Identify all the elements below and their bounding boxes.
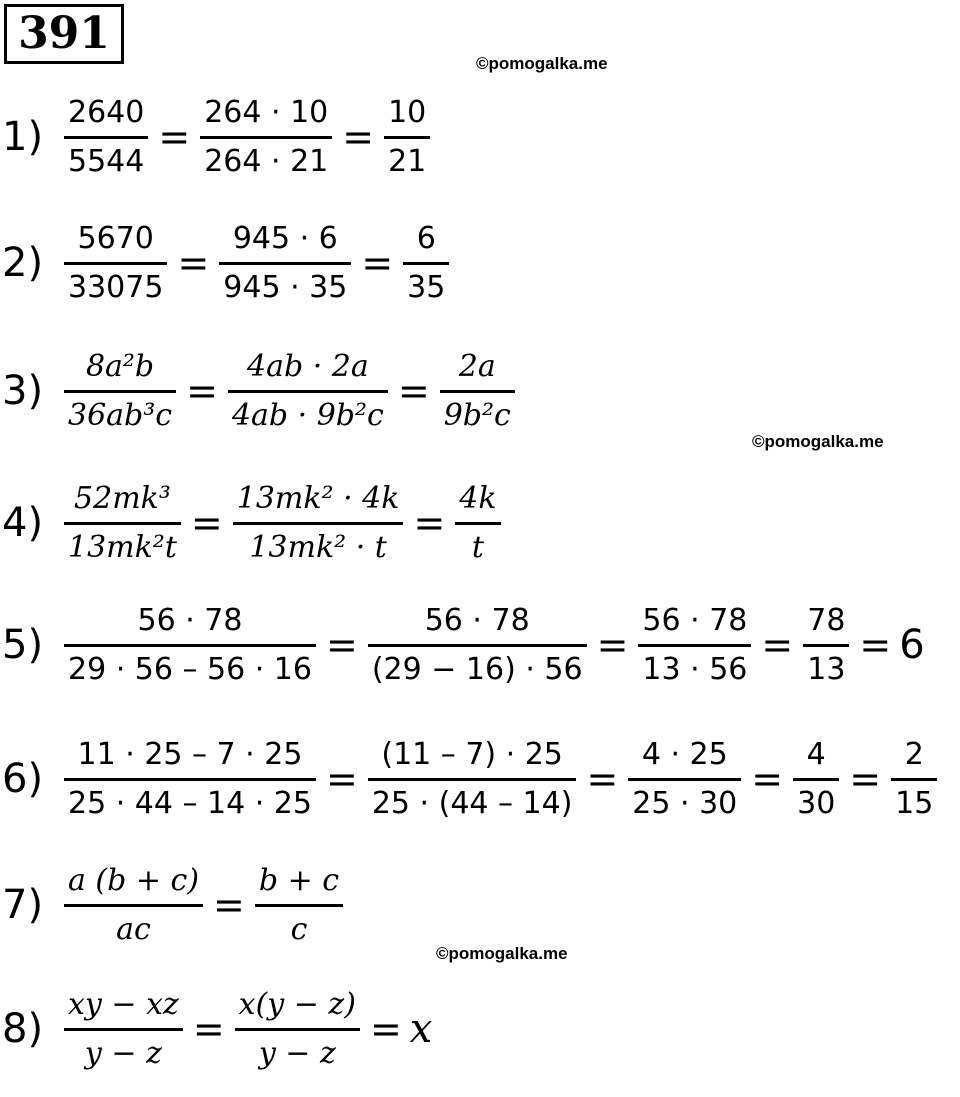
- fraction: [638, 598, 751, 693]
- numerator: (11 – 7) · 25: [381, 736, 563, 772]
- equals-sign: =: [186, 369, 218, 413]
- equals-sign: =: [192, 1007, 225, 1051]
- numerator: 8a²b: [85, 348, 155, 384]
- fraction: [64, 732, 316, 827]
- fraction: [255, 858, 343, 953]
- numerator: 56 · 78: [424, 602, 530, 638]
- fraction: [64, 344, 176, 439]
- equals-sign: =: [342, 115, 375, 159]
- numerator: 4ab · 2a: [247, 348, 369, 384]
- problem-label: 8): [2, 1006, 44, 1052]
- fraction: [368, 598, 587, 693]
- problem-row: [0, 974, 432, 1084]
- problem-label: 7): [2, 882, 44, 928]
- denominator: 36ab³c: [68, 397, 173, 433]
- denominator: 29 · 56 – 56 · 16: [68, 651, 312, 687]
- equals-sign: =: [586, 757, 619, 801]
- problem-label: 3): [2, 368, 44, 414]
- problem-label: 1): [2, 114, 44, 160]
- fraction: [233, 476, 404, 571]
- fraction: [368, 732, 577, 827]
- equals-sign: =: [369, 1007, 402, 1051]
- watermark: ©pomogalka.me: [436, 944, 568, 963]
- equals-sign: =: [413, 501, 446, 545]
- fraction: [64, 598, 316, 693]
- final-result: x: [409, 1006, 433, 1052]
- denominator: 945 · 35: [223, 269, 348, 305]
- equals-sign: =: [761, 623, 794, 667]
- denominator: 264 · 21: [204, 143, 329, 179]
- numerator: 5670: [77, 220, 154, 256]
- fraction: [628, 732, 741, 827]
- fraction: [440, 344, 515, 439]
- numerator: 2: [904, 736, 924, 772]
- fraction: [803, 598, 849, 693]
- equals-sign: =: [177, 241, 210, 285]
- problem-row: [0, 468, 505, 578]
- fraction: [455, 476, 500, 571]
- numerator: 945 · 6: [232, 220, 338, 256]
- denominator: 4ab · 9b²c: [231, 397, 384, 433]
- denominator: 25 · (44 – 14): [371, 785, 573, 821]
- problem-row: [0, 208, 453, 318]
- fraction: [228, 344, 388, 439]
- problem-row: [0, 724, 941, 834]
- denominator: ac: [116, 911, 151, 947]
- equals-sign: =: [158, 115, 191, 159]
- equals-sign: =: [325, 623, 358, 667]
- problem-row: [0, 82, 434, 192]
- numerator: 6: [416, 220, 436, 256]
- fraction: [200, 90, 332, 185]
- problem-label: 5): [2, 622, 44, 668]
- numerator: a (b + c): [68, 862, 200, 898]
- denominator: c: [290, 911, 308, 947]
- equals-sign: =: [849, 757, 882, 801]
- fraction: [793, 732, 839, 827]
- numerator: 56 · 78: [137, 602, 243, 638]
- equals-sign: =: [751, 757, 784, 801]
- numerator: 4k: [459, 480, 497, 516]
- equals-sign: =: [596, 623, 629, 667]
- final-result: 6: [899, 622, 925, 668]
- numerator: 78: [807, 602, 846, 638]
- problem-row: [0, 850, 347, 960]
- denominator: 25 · 30: [632, 785, 738, 821]
- numerator: 4: [806, 736, 826, 772]
- numerator: xy − xz: [68, 986, 179, 1022]
- denominator: 5544: [68, 143, 145, 179]
- denominator: 9b²c: [443, 397, 511, 433]
- watermark: ©pomogalka.me: [476, 54, 608, 73]
- equals-sign: =: [397, 369, 430, 413]
- denominator: 33075: [68, 269, 164, 305]
- fraction: [403, 216, 449, 311]
- numerator: 4 · 25: [641, 736, 728, 772]
- denominator: y − z: [258, 1035, 336, 1071]
- problem-label: 4): [2, 500, 44, 546]
- numerator: 264 · 10: [204, 94, 329, 130]
- denominator: 15: [895, 785, 934, 821]
- fraction: [384, 90, 430, 185]
- problem-label: 2): [2, 240, 44, 286]
- fraction: [64, 858, 203, 953]
- equals-sign: =: [190, 501, 223, 545]
- numerator: 10: [388, 94, 427, 130]
- numerator: 56 · 78: [642, 602, 748, 638]
- problem-row: [0, 336, 519, 446]
- fraction: [64, 982, 183, 1077]
- fraction: [64, 90, 148, 185]
- equals-sign: =: [213, 883, 245, 927]
- fraction: [64, 216, 167, 311]
- fraction: [891, 732, 937, 827]
- numerator: 2a: [458, 348, 496, 384]
- denominator: 13 · 56: [642, 651, 748, 687]
- problem-label: 6): [2, 756, 44, 802]
- denominator: 30: [797, 785, 836, 821]
- numerator: 11 · 25 – 7 · 25: [77, 736, 303, 772]
- denominator: t: [471, 529, 484, 565]
- denominator: 13mk² · t: [249, 529, 387, 565]
- denominator: (29 − 16) · 56: [371, 651, 583, 687]
- fraction: [235, 982, 360, 1077]
- equals-sign: =: [859, 623, 892, 667]
- fraction: [64, 476, 181, 571]
- denominator: 25 · 44 – 14 · 25: [68, 785, 312, 821]
- denominator: 21: [388, 143, 427, 179]
- numerator: 2640: [68, 94, 145, 130]
- equals-sign: =: [325, 757, 358, 801]
- numerator: b + c: [258, 862, 340, 898]
- denominator: 13mk²t: [68, 529, 177, 565]
- numerator: 52mk³: [74, 480, 171, 516]
- task-number: 391: [4, 4, 124, 64]
- denominator: y − z: [84, 1035, 162, 1071]
- problem-row: [0, 590, 925, 700]
- watermark: ©pomogalka.me: [752, 432, 884, 451]
- denominator: 35: [407, 269, 446, 305]
- equals-sign: =: [361, 241, 394, 285]
- denominator: 13: [807, 651, 846, 687]
- numerator: 13mk² · 4k: [236, 480, 400, 516]
- numerator: x(y − z): [238, 986, 356, 1022]
- fraction: [219, 216, 351, 311]
